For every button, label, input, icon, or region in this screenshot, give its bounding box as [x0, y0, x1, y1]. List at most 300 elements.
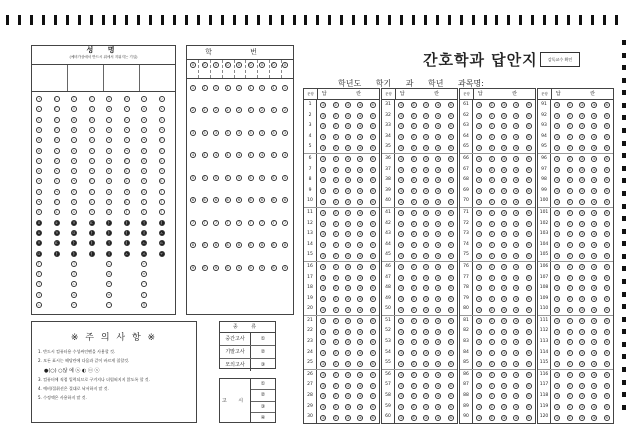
- answer-bubble[interactable]: ③: [580, 350, 584, 355]
- name-bubble[interactable]: ㅕ: [37, 292, 41, 297]
- answer-bubble[interactable]: ①: [399, 157, 403, 162]
- id-digit-bubble[interactable]: 8: [226, 243, 229, 247]
- answer-bubble[interactable]: ③: [346, 189, 350, 194]
- name-bubble[interactable]: ㅓ: [142, 220, 146, 225]
- answer-bubble[interactable]: ①: [555, 394, 559, 399]
- answer-bubble[interactable]: ①: [399, 253, 403, 258]
- answer-bubble[interactable]: ③: [346, 394, 350, 399]
- answer-bubble[interactable]: ⑤: [371, 350, 375, 355]
- answer-bubble[interactable]: ①: [555, 167, 559, 172]
- answer-bubble[interactable]: ③: [424, 319, 428, 324]
- answer-bubble[interactable]: ②: [411, 319, 416, 324]
- answer-bubble[interactable]: ③: [502, 319, 506, 324]
- name-bubble[interactable]: ㅗ: [72, 282, 76, 287]
- answer-bubble[interactable]: ⑤: [605, 286, 609, 291]
- name-bubble[interactable]: ㄲ: [107, 200, 111, 204]
- answer-bubble[interactable]: ②: [567, 319, 572, 324]
- name-bubble[interactable]: ㅑ: [124, 220, 129, 225]
- answer-bubble[interactable]: ④: [514, 361, 518, 366]
- answer-bubble[interactable]: ②: [333, 199, 338, 204]
- answer-bubble[interactable]: ③: [502, 145, 506, 150]
- answer-bubble[interactable]: ④: [436, 361, 440, 366]
- answer-bubble[interactable]: ④: [592, 167, 596, 172]
- answer-bubble[interactable]: ①: [399, 329, 403, 334]
- name-bubble[interactable]: ㅍ: [142, 158, 146, 163]
- answer-bubble[interactable]: ⑤: [527, 383, 531, 388]
- id-digit-bubble[interactable]: 6: [249, 198, 252, 202]
- name-bubble[interactable]: ㅠ: [107, 292, 111, 297]
- answer-bubble[interactable]: ②: [567, 275, 572, 280]
- answer-bubble[interactable]: ①: [399, 296, 403, 301]
- name-bubble[interactable]: ㅂ: [72, 127, 76, 132]
- answer-bubble[interactable]: ④: [358, 145, 362, 150]
- answer-bubble[interactable]: ④: [592, 307, 596, 312]
- id-digit-bubble[interactable]: 4: [237, 153, 241, 157]
- answer-bubble[interactable]: ⑤: [527, 361, 531, 366]
- answer-bubble[interactable]: ①: [399, 243, 403, 248]
- answer-bubble[interactable]: ②: [333, 319, 338, 324]
- name-bubble[interactable]: ㅎ: [107, 189, 111, 194]
- name-bubble[interactable]: ㅇ: [72, 148, 76, 153]
- answer-bubble[interactable]: ③: [580, 319, 584, 324]
- answer-bubble[interactable]: ⑤: [527, 329, 531, 334]
- name-bubble[interactable]: ㄸ: [89, 220, 94, 225]
- name-bubble[interactable]: ㅓ: [107, 241, 111, 246]
- answer-bubble[interactable]: ⑤: [605, 103, 609, 108]
- answer-bubble[interactable]: ③: [424, 275, 428, 280]
- answer-bubble[interactable]: ⑤: [527, 243, 531, 248]
- name-bubble[interactable]: ㅎ: [142, 169, 146, 174]
- answer-bubble[interactable]: ④: [436, 103, 440, 108]
- answer-bubble[interactable]: ①: [555, 340, 559, 345]
- name-bubble[interactable]: ㄲ: [142, 179, 146, 184]
- answer-bubble[interactable]: ⑤: [371, 243, 375, 248]
- answer-bubble[interactable]: ④: [592, 350, 596, 355]
- answer-bubble[interactable]: ②: [489, 307, 494, 312]
- name-bubble[interactable]: ㅊ: [142, 127, 146, 132]
- name-bubble[interactable]: ㄹ: [54, 117, 59, 122]
- answer-bubble[interactable]: ⑤: [371, 373, 375, 378]
- answer-bubble[interactable]: ⑤: [527, 124, 531, 129]
- answer-bubble[interactable]: ③: [346, 275, 350, 280]
- answer-bubble[interactable]: ④: [514, 211, 518, 216]
- answer-bubble[interactable]: ④: [436, 167, 440, 172]
- name-bubble[interactable]: ㅁ: [37, 138, 41, 143]
- answer-bubble[interactable]: ②: [489, 167, 494, 172]
- id-digit-bubble[interactable]: 7: [226, 220, 229, 225]
- answer-bubble[interactable]: ⑤: [371, 253, 375, 258]
- name-bubble[interactable]: ㅑ: [107, 230, 111, 235]
- answer-bubble[interactable]: ①: [477, 296, 481, 301]
- name-bubble[interactable]: ㅁ: [107, 97, 111, 101]
- answer-bubble[interactable]: ②: [411, 232, 416, 237]
- answer-bubble[interactable]: ②: [489, 135, 494, 140]
- name-bubble[interactable]: ㅁ: [54, 127, 59, 132]
- gosi-bubble-list[interactable]: [251, 379, 275, 422]
- name-bubble[interactable]: ㅎ: [72, 210, 76, 215]
- id-digit-bubble[interactable]: 5: [272, 175, 275, 180]
- name-bubble[interactable]: ㄸ: [37, 251, 41, 256]
- answer-bubble[interactable]: ③: [424, 167, 428, 172]
- answer-bubble[interactable]: ①: [477, 383, 481, 388]
- answer-bubble[interactable]: ①: [399, 404, 403, 409]
- answer-bubble[interactable]: ⑤: [605, 124, 609, 129]
- answer-bubble[interactable]: ④: [436, 265, 440, 270]
- answer-bubble[interactable]: ②: [411, 145, 416, 150]
- name-bubble[interactable]: ㅗ: [124, 251, 129, 256]
- name-bubble[interactable]: ㅊ: [159, 117, 164, 122]
- name-bubble[interactable]: ㅊ: [124, 138, 129, 143]
- answer-bubble[interactable]: ①: [477, 113, 481, 118]
- answer-bubble[interactable]: ③: [502, 221, 506, 226]
- answer-bubble[interactable]: ①: [477, 178, 481, 183]
- name-bubble[interactable]: ㅓ: [72, 261, 76, 266]
- answer-bubble[interactable]: ⑤: [527, 145, 531, 150]
- answer-bubble[interactable]: ③: [502, 232, 506, 237]
- answer-bubble[interactable]: ⑤: [527, 189, 531, 194]
- answer-bubble[interactable]: ③: [346, 124, 350, 129]
- answer-bubble[interactable]: ①: [399, 167, 403, 172]
- answer-bubble[interactable]: ③: [424, 383, 428, 388]
- answer-bubble[interactable]: ⑤: [449, 167, 453, 172]
- answer-bubble[interactable]: ④: [358, 103, 362, 108]
- answer-bubble[interactable]: ⑤: [371, 404, 375, 409]
- answer-bubble[interactable]: ③: [580, 404, 584, 409]
- answer-bubble[interactable]: ⑤: [605, 394, 609, 399]
- answer-bubble[interactable]: ④: [514, 319, 518, 324]
- answer-bubble[interactable]: ④: [436, 135, 440, 140]
- answer-bubble[interactable]: ②: [489, 232, 494, 237]
- answer-bubble[interactable]: ②: [489, 124, 494, 129]
- answer-bubble[interactable]: ③: [346, 350, 350, 355]
- answer-bubble[interactable]: ②: [411, 253, 416, 258]
- answer-bubble[interactable]: ③: [502, 157, 506, 162]
- answer-bubble[interactable]: ①: [555, 373, 559, 378]
- answer-bubble[interactable]: ④: [358, 253, 362, 258]
- answer-bubble[interactable]: ⑤: [527, 211, 531, 216]
- answer-bubble[interactable]: ③: [580, 135, 584, 140]
- answer-bubble[interactable]: ④: [436, 113, 440, 118]
- answer-bubble[interactable]: ①: [321, 253, 325, 258]
- name-bubble[interactable]: ㅗ: [159, 230, 164, 235]
- answer-bubble[interactable]: ⑤: [605, 340, 609, 345]
- answer-bubble[interactable]: ③: [580, 178, 584, 183]
- answer-bubble[interactable]: ①: [555, 124, 559, 129]
- name-bubble[interactable]: ㅑ: [159, 200, 164, 204]
- answer-bubble[interactable]: ⑤: [449, 135, 453, 140]
- id-digit-bubble[interactable]: 3: [249, 130, 252, 135]
- answer-bubble[interactable]: ③: [580, 383, 584, 388]
- name-bubble[interactable]: ㅇ: [37, 169, 41, 174]
- answer-bubble[interactable]: ②: [567, 211, 572, 216]
- answer-bubble[interactable]: ③: [346, 221, 350, 226]
- answer-bubble[interactable]: ①: [399, 361, 403, 366]
- name-bubble[interactable]: ㅎ: [89, 200, 94, 204]
- name-bubble[interactable]: ㅈ: [37, 179, 41, 184]
- id-digit-bubble[interactable]: 8: [283, 243, 287, 247]
- answer-bubble[interactable]: ①: [477, 340, 481, 345]
- answer-bubble[interactable]: ②: [333, 307, 338, 312]
- id-digit-bubble[interactable]: 0: [283, 63, 287, 67]
- name-bubble[interactable]: ㅊ: [72, 169, 76, 174]
- answer-bubble[interactable]: ②: [489, 253, 494, 258]
- name-bubble[interactable]: ㅋ: [89, 169, 94, 174]
- answer-bubble[interactable]: ④: [592, 373, 596, 378]
- answer-bubble[interactable]: ②: [411, 404, 416, 409]
- name-bubble[interactable]: ㄴ: [37, 107, 41, 112]
- answer-bubble[interactable]: ⑤: [371, 124, 375, 129]
- answer-bubble[interactable]: ⑤: [371, 340, 375, 345]
- name-bubble[interactable]: ㅏ: [159, 189, 164, 194]
- answer-bubble[interactable]: ②: [567, 243, 572, 248]
- answer-bubble[interactable]: ⑤: [371, 178, 375, 183]
- name-bubble[interactable]: ㅛ: [107, 272, 111, 277]
- answer-bubble[interactable]: ①: [399, 189, 403, 194]
- answer-bubble[interactable]: ⑤: [371, 361, 375, 366]
- id-digit-bubble[interactable]: 7: [272, 220, 275, 225]
- answer-bubble[interactable]: ③: [424, 394, 428, 399]
- answer-bubble[interactable]: ③: [346, 307, 350, 312]
- answer-bubble[interactable]: ③: [424, 243, 428, 248]
- answer-bubble[interactable]: ⑤: [527, 404, 531, 409]
- id-digit-bubble[interactable]: 9: [191, 265, 195, 270]
- name-bubble[interactable]: ㅓ: [124, 230, 129, 235]
- answer-bubble[interactable]: ③: [580, 167, 584, 172]
- answer-bubble[interactable]: ⑤: [605, 307, 609, 312]
- answer-bubble[interactable]: ④: [436, 189, 440, 194]
- answer-bubble[interactable]: ⑤: [449, 221, 453, 226]
- answer-bubble[interactable]: ②: [411, 286, 416, 291]
- answer-bubble[interactable]: ④: [592, 361, 596, 366]
- answer-bubble[interactable]: ③: [502, 404, 506, 409]
- name-bubble[interactable]: ㅌ: [107, 169, 111, 174]
- answer-bubble[interactable]: ②: [333, 167, 338, 172]
- answer-bubble[interactable]: ②: [333, 124, 338, 129]
- answer-bubble[interactable]: ④: [358, 383, 362, 388]
- answer-bubble[interactable]: ③: [502, 307, 506, 312]
- answer-bubble[interactable]: ②: [333, 296, 338, 301]
- answer-bubble[interactable]: ③: [580, 103, 584, 108]
- answer-bubble[interactable]: ⑤: [371, 221, 375, 226]
- name-bubble[interactable]: ㅇ: [124, 117, 129, 122]
- id-digit-bubble[interactable]: 1: [226, 85, 229, 90]
- answer-bubble[interactable]: ①: [477, 307, 481, 312]
- id-digit-bubble[interactable]: 5: [283, 175, 287, 180]
- answer-bubble[interactable]: ②: [411, 189, 416, 194]
- answer-bubble[interactable]: ②: [333, 415, 338, 420]
- answer-bubble[interactable]: ⑤: [449, 232, 453, 237]
- name-bubble[interactable]: ㅏ: [124, 210, 129, 215]
- answer-bubble[interactable]: ②: [567, 199, 572, 204]
- answer-bubble[interactable]: ①: [399, 211, 403, 216]
- answer-bubble[interactable]: ⑤: [449, 296, 453, 301]
- answer-bubble[interactable]: ④: [358, 189, 362, 194]
- name-bubble[interactable]: ㅣ: [142, 292, 146, 297]
- answer-bubble[interactable]: ③: [502, 167, 506, 172]
- answer-bubble[interactable]: ②: [489, 350, 494, 355]
- name-bubble[interactable]: ㅅ: [37, 158, 41, 163]
- answer-bubble[interactable]: ③: [580, 221, 584, 226]
- answer-bubble[interactable]: ⑤: [371, 167, 375, 172]
- answer-bubble[interactable]: ③: [346, 113, 350, 118]
- answer-bubble[interactable]: ④: [436, 157, 440, 162]
- answer-bubble[interactable]: ②: [489, 394, 494, 399]
- id-digit-bubble[interactable]: 2: [191, 108, 195, 112]
- answer-bubble[interactable]: ⑤: [527, 167, 531, 172]
- answer-bubble[interactable]: ④: [436, 124, 440, 129]
- answer-bubble[interactable]: ②: [489, 361, 494, 366]
- name-bubble[interactable]: ㄹ: [72, 107, 76, 112]
- answer-bubble[interactable]: ④: [514, 350, 518, 355]
- answer-bubble[interactable]: ③: [580, 340, 584, 345]
- answer-bubble[interactable]: ④: [358, 221, 362, 226]
- answer-bubble[interactable]: ②: [411, 221, 416, 226]
- answer-bubble[interactable]: ③: [346, 383, 350, 388]
- answer-bubble[interactable]: ②: [489, 211, 494, 216]
- answer-bubble[interactable]: ③: [424, 361, 428, 366]
- answer-bubble[interactable]: ②: [567, 124, 572, 129]
- answer-bubble[interactable]: ④: [358, 373, 362, 378]
- answer-bubble[interactable]: ⑤: [371, 103, 375, 108]
- answer-bubble[interactable]: ③: [580, 275, 584, 280]
- answer-bubble[interactable]: ①: [477, 265, 481, 270]
- answer-bubble[interactable]: ②: [489, 145, 494, 150]
- name-bubble[interactable]: ㅕ: [124, 241, 129, 246]
- id-digit-bubble[interactable]: 3: [203, 130, 206, 135]
- name-bubble[interactable]: ㄸ: [107, 210, 111, 215]
- answer-bubble[interactable]: ①: [321, 415, 325, 420]
- name-bubble[interactable]: ㅂ: [54, 138, 59, 143]
- answer-bubble[interactable]: ⑤: [527, 319, 531, 324]
- answer-bubble[interactable]: ④: [514, 167, 518, 172]
- answer-bubble[interactable]: ②: [567, 178, 572, 183]
- name-bubble[interactable]: ㅡ: [142, 282, 146, 287]
- answer-bubble[interactable]: ①: [555, 383, 559, 388]
- answer-bubble[interactable]: ②: [567, 394, 572, 399]
- id-digit-bubble[interactable]: 1: [249, 85, 252, 90]
- answer-bubble[interactable]: ④: [514, 415, 518, 420]
- answer-bubble[interactable]: ②: [489, 340, 494, 345]
- answer-bubble[interactable]: ③: [502, 361, 506, 366]
- answer-bubble[interactable]: ③: [346, 157, 350, 162]
- id-digit-bubble[interactable]: 5: [260, 175, 264, 180]
- answer-bubble[interactable]: ⑤: [449, 373, 453, 378]
- answer-bubble[interactable]: ②: [567, 329, 572, 334]
- answer-bubble[interactable]: ④: [592, 253, 596, 258]
- answer-bubble[interactable]: ①: [321, 232, 325, 237]
- answer-bubble[interactable]: ③: [502, 286, 506, 291]
- answer-bubble[interactable]: ③: [502, 253, 506, 258]
- answer-bubble[interactable]: ④: [436, 275, 440, 280]
- name-bubble[interactable]: ㅠ: [142, 272, 146, 277]
- answer-bubble[interactable]: ①: [555, 286, 559, 291]
- id-digit-bubble[interactable]: 1: [237, 85, 241, 90]
- answer-bubble[interactable]: ①: [477, 189, 481, 194]
- name-bubble[interactable]: ㅓ: [89, 251, 94, 256]
- answer-bubble[interactable]: ①: [321, 243, 325, 248]
- answer-bubble[interactable]: ③: [424, 286, 428, 291]
- id-digit-bubble[interactable]: 7: [237, 220, 241, 225]
- name-bubble[interactable]: ㅜ: [142, 261, 146, 266]
- answer-bubble[interactable]: ④: [592, 319, 596, 324]
- answer-bubble[interactable]: ①: [477, 350, 481, 355]
- name-bubble[interactable]: ㅌ: [37, 210, 41, 215]
- name-bubble[interactable]: ㅏ: [142, 200, 146, 204]
- answer-bubble[interactable]: ①: [321, 145, 325, 150]
- answer-bubble[interactable]: ④: [358, 243, 362, 248]
- id-digit-bubble[interactable]: 7: [191, 220, 195, 225]
- name-bubble[interactable]: ㅋ: [54, 189, 59, 194]
- answer-bubble[interactable]: ⑤: [527, 296, 531, 301]
- id-digit-bubble[interactable]: 8: [191, 243, 195, 247]
- answer-bubble[interactable]: ①: [321, 383, 325, 388]
- answer-bubble[interactable]: ⑤: [449, 383, 453, 388]
- answer-bubble[interactable]: ④: [592, 404, 596, 409]
- answer-bubble[interactable]: ①: [399, 319, 403, 324]
- id-digit-bubble[interactable]: 0: [214, 63, 218, 67]
- answer-bubble[interactable]: ④: [514, 253, 518, 258]
- name-bubble[interactable]: ㅏ: [72, 241, 76, 246]
- name-bubble[interactable]: ㄲ: [37, 241, 41, 246]
- id-digit-bubble[interactable]: 3: [283, 130, 287, 135]
- answer-bubble[interactable]: ⑤: [527, 415, 531, 420]
- id-digit-bubble[interactable]: 9: [272, 265, 275, 270]
- answer-bubble[interactable]: ①: [321, 221, 325, 226]
- answer-bubble[interactable]: ①: [399, 340, 403, 345]
- answer-bubble[interactable]: ③: [502, 350, 506, 355]
- answer-bubble[interactable]: ①: [555, 361, 559, 366]
- id-digit-bubble[interactable]: 8: [237, 243, 241, 247]
- answer-bubble[interactable]: ④: [436, 415, 440, 420]
- name-bubble[interactable]: ㄷ: [37, 117, 41, 122]
- id-digit-bubble[interactable]: 3: [260, 130, 264, 135]
- answer-bubble[interactable]: ①: [399, 415, 403, 420]
- answer-bubble[interactable]: ②: [333, 211, 338, 216]
- answer-bubble[interactable]: ④: [514, 232, 518, 237]
- answer-bubble[interactable]: ⑤: [605, 361, 609, 366]
- answer-bubble[interactable]: ③: [502, 340, 506, 345]
- answer-bubble[interactable]: ④: [358, 404, 362, 409]
- id-digit-bubble[interactable]: 5: [249, 175, 252, 180]
- answer-bubble[interactable]: ①: [399, 178, 403, 183]
- name-bubble[interactable]: ㅋ: [72, 179, 76, 184]
- answer-bubble[interactable]: ①: [399, 135, 403, 140]
- answer-bubble[interactable]: ④: [436, 286, 440, 291]
- answer-bubble[interactable]: ⑤: [449, 329, 453, 334]
- id-digit-bubble[interactable]: 8: [249, 243, 252, 247]
- answer-bubble[interactable]: ③: [346, 167, 350, 172]
- answer-bubble[interactable]: ④: [358, 296, 362, 301]
- answer-bubble[interactable]: ③: [580, 189, 584, 194]
- name-bubble[interactable]: ㅇ: [54, 158, 59, 163]
- answer-bubble[interactable]: ⑤: [371, 415, 375, 420]
- id-digit-bubble[interactable]: 8: [260, 243, 264, 247]
- answer-bubble[interactable]: ③: [346, 103, 350, 108]
- id-digit-bubble[interactable]: 4: [260, 153, 264, 157]
- answer-bubble[interactable]: ⑤: [371, 145, 375, 150]
- answer-bubble[interactable]: ④: [514, 296, 518, 301]
- answer-bubble[interactable]: ④: [592, 394, 596, 399]
- name-bubble[interactable]: ㅇ: [142, 107, 146, 112]
- answer-bubble[interactable]: ③: [424, 145, 428, 150]
- answer-bubble[interactable]: ④: [592, 296, 596, 301]
- id-digit-bubble[interactable]: 7: [283, 220, 287, 225]
- answer-bubble[interactable]: ②: [567, 232, 572, 237]
- answer-bubble[interactable]: ②: [333, 394, 338, 399]
- name-bubble[interactable]: ㄹ: [89, 97, 94, 101]
- answer-bubble[interactable]: ⑤: [449, 199, 453, 204]
- answer-bubble[interactable]: ②: [333, 221, 338, 226]
